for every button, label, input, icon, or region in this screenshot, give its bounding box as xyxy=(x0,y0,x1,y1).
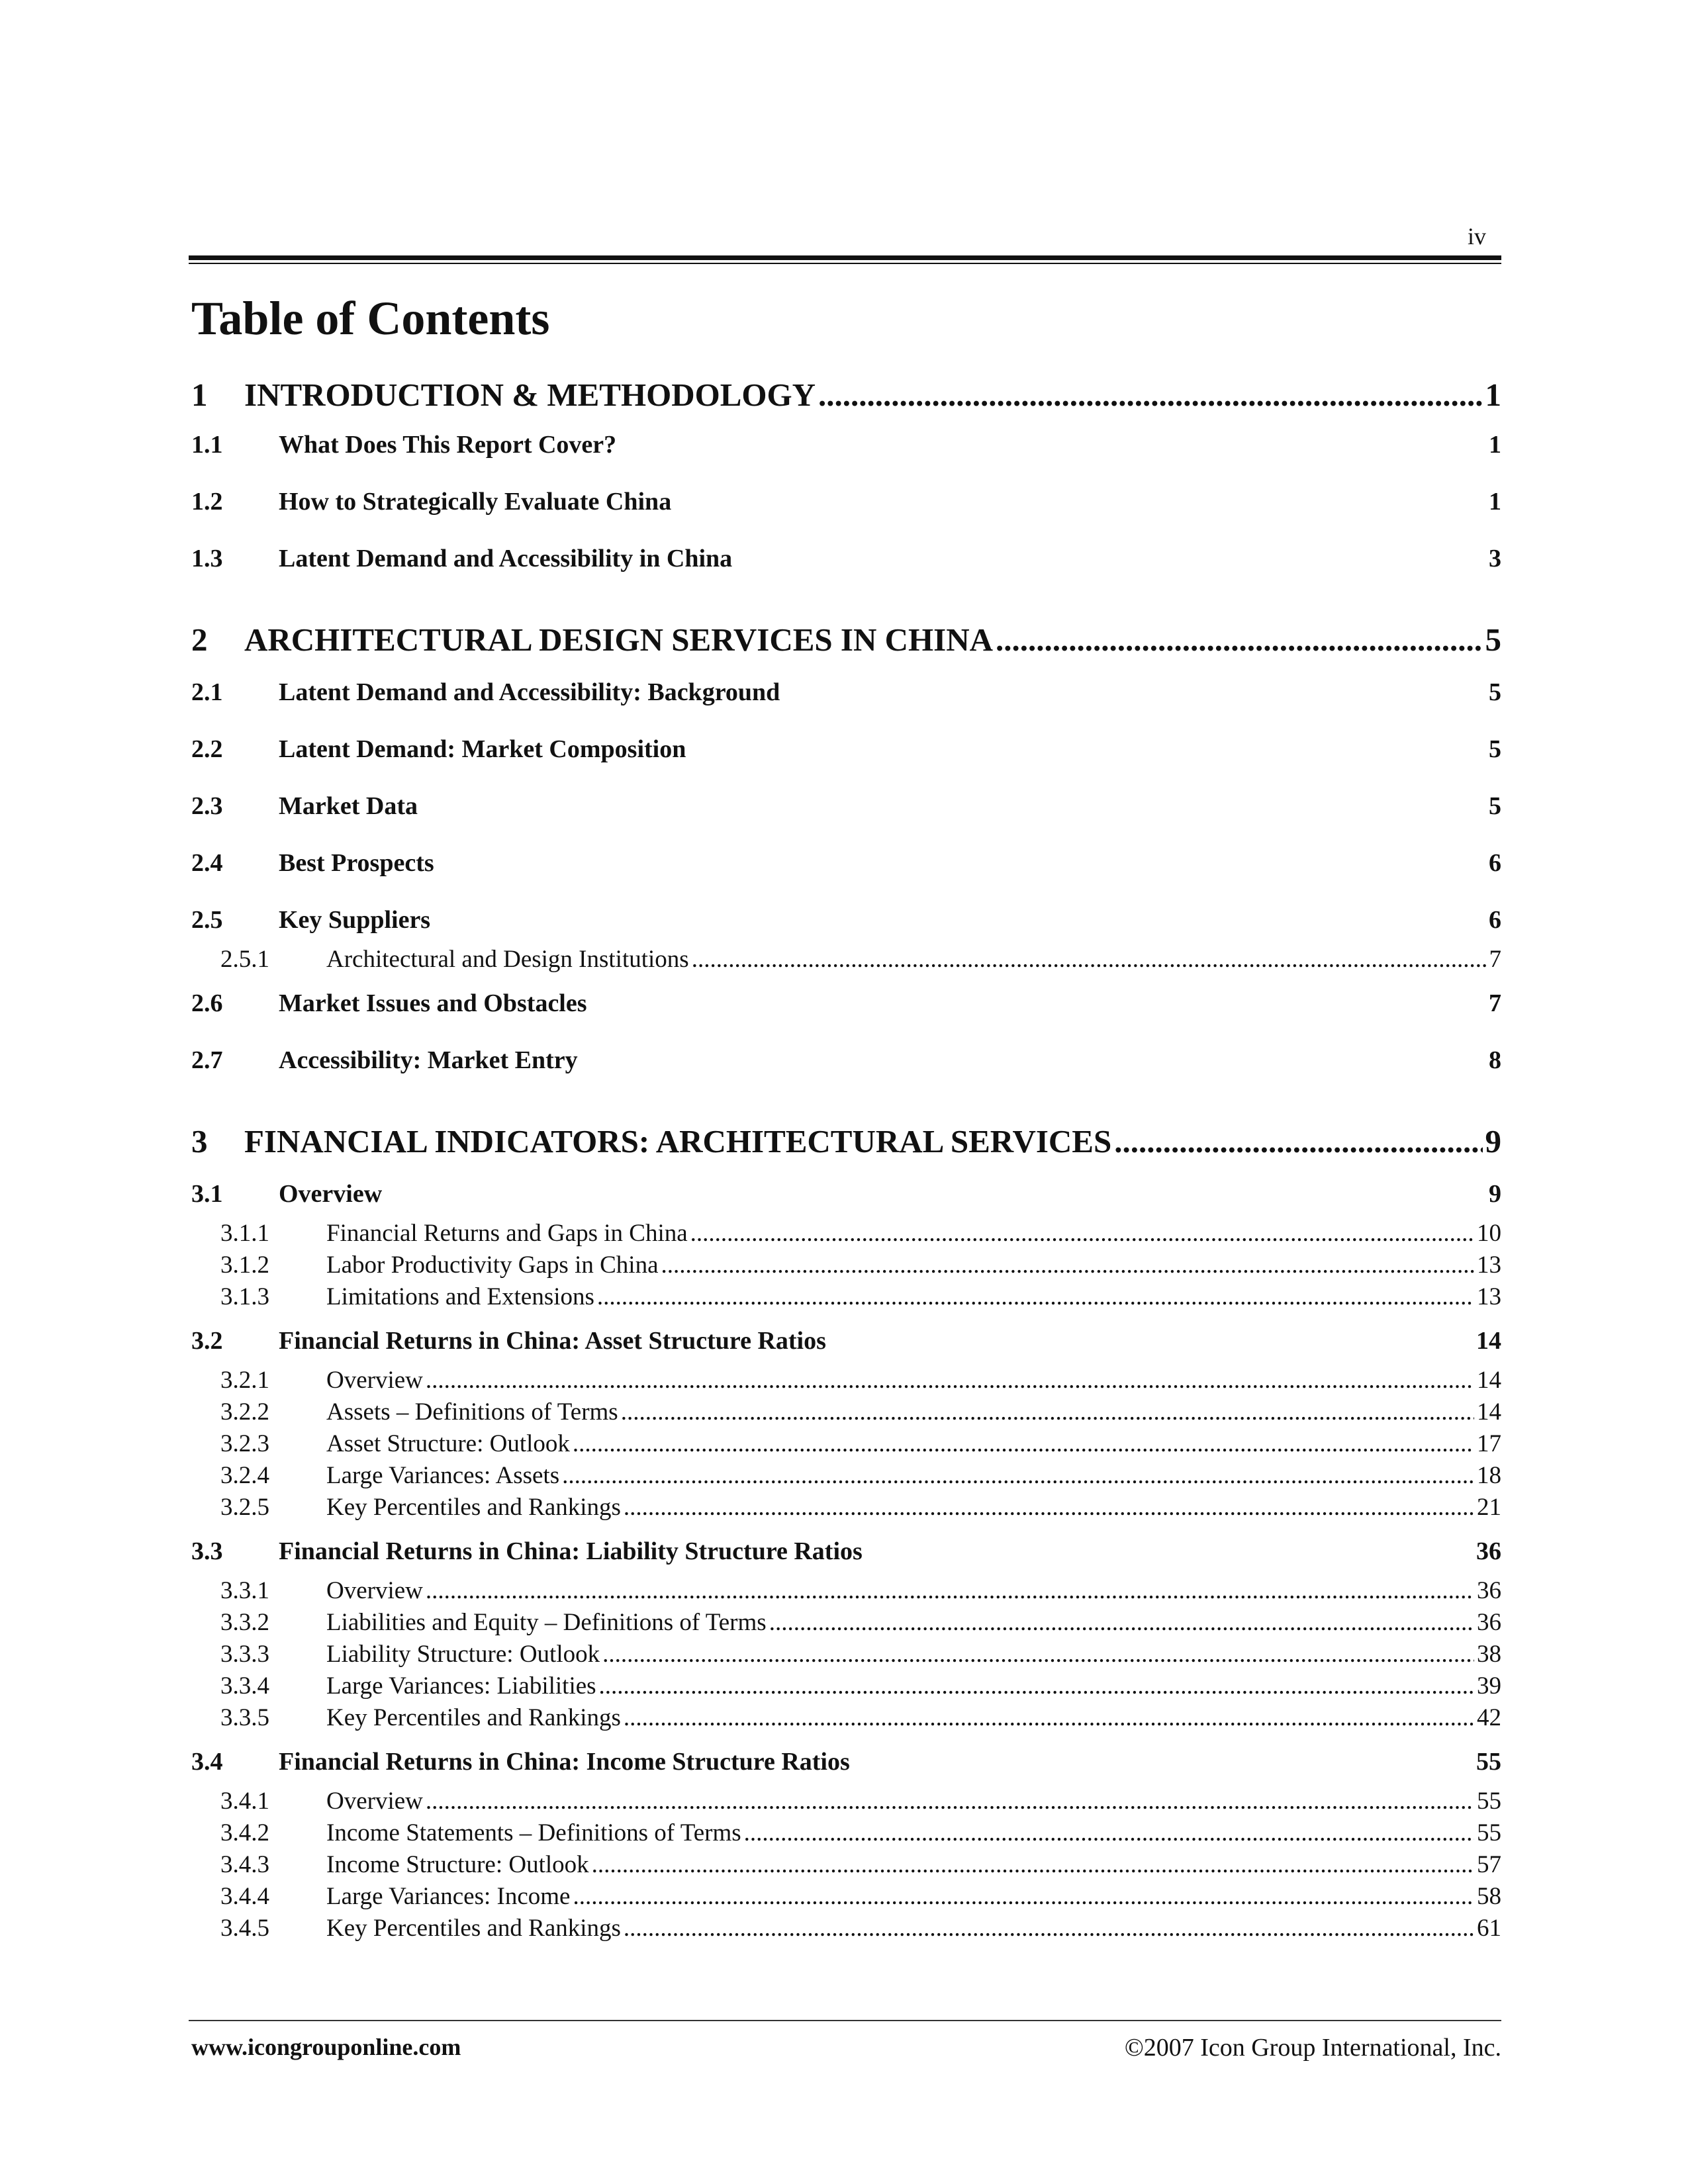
toc-section-title: Best Prospects xyxy=(279,849,434,877)
toc-subsection-3-2-3[interactable] xyxy=(191,1430,1501,1461)
toc-section-page: 9 xyxy=(1489,1180,1501,1208)
toc-section-page: 7 xyxy=(1489,989,1501,1017)
toc-subsection-number: 3.4.2 xyxy=(220,1819,269,1846)
toc-section-page: 5 xyxy=(1489,792,1501,820)
toc-chapter-title: INTRODUCTION & METHODOLOGY xyxy=(244,377,816,413)
toc-section-page: 1 xyxy=(1489,488,1501,516)
toc-leader-dots xyxy=(690,1219,1474,1248)
toc-section-3-1[interactable] xyxy=(191,1179,1501,1219)
toc-subsection-title: Liabilities and Equity – Definitions of Terms xyxy=(326,1609,767,1636)
toc-subsection-title: Large Variances: Liabilities xyxy=(326,1672,596,1700)
toc-section-title: Accessibility: Market Entry xyxy=(279,1046,578,1074)
toc-subsection-page: 7 xyxy=(1489,946,1501,973)
toc-subsection-3-3-4[interactable] xyxy=(191,1672,1501,1704)
toc-leader-dots xyxy=(624,1914,1474,1942)
toc-leader-dots xyxy=(996,621,1483,659)
toc-subsection-3-2-1[interactable] xyxy=(191,1366,1501,1398)
toc-chapter-page: 5 xyxy=(1485,621,1501,658)
toc-section-page: 8 xyxy=(1489,1046,1501,1074)
toc-leader-dots xyxy=(1114,1122,1482,1160)
toc-subsection-number: 3.3.5 xyxy=(220,1704,269,1731)
toc-subsection-number: 3.2.5 xyxy=(220,1494,269,1521)
page-title: Table of Contents xyxy=(191,292,550,345)
toc-subsection-page: 21 xyxy=(1477,1494,1501,1521)
toc-subsection-number: 3.4.5 xyxy=(220,1915,269,1942)
toc-subsection-title: Asset Structure: Outlook xyxy=(326,1430,570,1457)
footer-copyright: ©2007 Icon Group International, Inc. xyxy=(1124,2034,1501,2062)
toc-subsection-number: 3.4.1 xyxy=(220,1788,269,1815)
footer-rule xyxy=(189,2020,1501,2021)
toc-subsection-2-5-1[interactable] xyxy=(191,945,1501,977)
toc-section-page: 5 xyxy=(1489,678,1501,706)
toc-leader-dots xyxy=(426,1366,1474,1394)
toc-section-title: What Does This Report Cover? xyxy=(279,431,617,459)
toc-section-number: 2.5 xyxy=(191,906,223,934)
toc-section-number: 3.3 xyxy=(191,1537,223,1565)
toc-section-title: Financial Returns in China: Asset Structure Ratios xyxy=(279,1327,826,1355)
toc-subsection-page: 13 xyxy=(1477,1283,1501,1310)
toc-section-title: Latent Demand and Accessibility: Background xyxy=(279,678,780,706)
toc-subsection-3-4-5[interactable] xyxy=(191,1914,1501,1946)
toc-section-number: 3.1 xyxy=(191,1180,223,1208)
toc-subsection-page: 36 xyxy=(1477,1577,1501,1604)
toc-section-number: 3.2 xyxy=(191,1327,223,1355)
toc-leader-dots xyxy=(692,945,1487,974)
toc-subsection-number: 2.5.1 xyxy=(220,946,269,973)
toc-subsection-group xyxy=(191,1576,1501,1735)
toc-section-2-1[interactable] xyxy=(191,678,1501,735)
toc-subsection-group xyxy=(191,1366,1501,1525)
toc-leader-dots xyxy=(744,1819,1474,1847)
toc-subsection-3-4-2[interactable] xyxy=(191,1819,1501,1850)
toc-chapter-title: ARCHITECTURAL DESIGN SERVICES IN CHINA xyxy=(244,621,993,658)
toc-subsection-title: Labor Productivity Gaps in China xyxy=(326,1251,659,1279)
toc-subsection-3-1-2[interactable] xyxy=(191,1251,1501,1283)
toc-section-2-7[interactable] xyxy=(191,1046,1501,1103)
toc-leader-dots xyxy=(661,1251,1475,1279)
toc-subsection-number: 3.4.3 xyxy=(220,1851,269,1878)
toc-chapter-page: 1 xyxy=(1485,377,1501,413)
toc-chapter-2[interactable] xyxy=(191,621,1501,678)
toc-subsection-page: 42 xyxy=(1477,1704,1501,1731)
toc-section-title: Key Suppliers xyxy=(279,906,431,934)
toc-section-number: 2.6 xyxy=(191,989,223,1017)
toc-subsection-number: 3.1.1 xyxy=(220,1220,269,1247)
toc-subsection-group xyxy=(191,1787,1501,1946)
toc-section-title: Overview xyxy=(279,1180,383,1208)
toc-subsection-title: Key Percentiles and Rankings xyxy=(326,1915,621,1942)
toc-leader-dots xyxy=(599,1672,1474,1700)
toc-subsection-number: 3.2.3 xyxy=(220,1430,269,1457)
toc-chapter-3[interactable] xyxy=(191,1122,1501,1179)
toc-section-3-4[interactable] xyxy=(191,1747,1501,1787)
toc-subsection-3-2-5[interactable] xyxy=(191,1493,1501,1525)
toc-section-number: 2.3 xyxy=(191,792,223,820)
toc-subsection-number: 3.3.3 xyxy=(220,1641,269,1668)
toc-subsection-page: 55 xyxy=(1477,1788,1501,1815)
toc-subsection-3-3-5[interactable] xyxy=(191,1704,1501,1735)
toc-section-number: 2.2 xyxy=(191,735,223,763)
toc-subsection-number: 3.2.1 xyxy=(220,1367,269,1394)
toc-leader-dots xyxy=(426,1576,1474,1605)
toc-subsection-page: 36 xyxy=(1477,1609,1501,1636)
toc-section-number: 2.7 xyxy=(191,1046,223,1074)
toc-section-title: Financial Returns in China: Income Structure Ratios xyxy=(279,1748,850,1776)
toc-subsection-page: 57 xyxy=(1477,1851,1501,1878)
toc-section-3-3[interactable] xyxy=(191,1537,1501,1576)
toc-leader-dots xyxy=(624,1704,1474,1732)
toc-section-number: 2.4 xyxy=(191,849,223,877)
toc-subsection-title: Architectural and Design Institutions xyxy=(326,946,689,973)
toc-subsection-title: Large Variances: Assets xyxy=(326,1462,560,1489)
toc-subsection-page: 13 xyxy=(1477,1251,1501,1279)
toc-subsection-number: 3.1.2 xyxy=(220,1251,269,1279)
toc-leader-dots xyxy=(818,376,1482,414)
toc-subsection-3-4-1[interactable] xyxy=(191,1787,1501,1819)
toc-subsection-page: 61 xyxy=(1477,1915,1501,1942)
toc-section-title: Market Data xyxy=(279,792,418,820)
toc-subsection-title: Limitations and Extensions xyxy=(326,1283,594,1310)
table-of-contents xyxy=(191,376,1501,1958)
toc-subsection-page: 14 xyxy=(1477,1398,1501,1426)
toc-section-1-1[interactable] xyxy=(191,430,1501,487)
toc-section-number: 3.4 xyxy=(191,1748,223,1776)
toc-chapter-number: 1 xyxy=(191,377,208,413)
toc-subsection-title: Key Percentiles and Rankings xyxy=(326,1704,621,1731)
toc-section-page: 3 xyxy=(1489,545,1501,572)
toc-section-title: Latent Demand: Market Composition xyxy=(279,735,686,763)
toc-subsection-number: 3.3.1 xyxy=(220,1577,269,1604)
toc-section-number: 1.3 xyxy=(191,545,223,572)
toc-section-page: 36 xyxy=(1476,1537,1501,1565)
toc-chapter-title: FINANCIAL INDICATORS: ARCHITECTURAL SERVICES xyxy=(244,1123,1112,1160)
toc-subsection-title: Key Percentiles and Rankings xyxy=(326,1494,621,1521)
toc-subsection-page: 18 xyxy=(1477,1462,1501,1489)
toc-leader-dots xyxy=(426,1787,1474,1815)
toc-subsection-page: 58 xyxy=(1477,1883,1501,1910)
toc-section-2-6[interactable] xyxy=(191,989,1501,1046)
toc-section-title: How to Strategically Evaluate China xyxy=(279,488,672,516)
page-number: iv xyxy=(1467,223,1486,250)
toc-leader-dots xyxy=(592,1850,1474,1879)
toc-subsection-page: 10 xyxy=(1477,1220,1501,1247)
toc-section-number: 1.1 xyxy=(191,431,223,459)
toc-section-2-4[interactable] xyxy=(191,848,1501,905)
toc-subsection-title: Income Structure: Outlook xyxy=(326,1851,589,1878)
toc-subsection-number: 3.3.2 xyxy=(220,1609,269,1636)
toc-subsection-title: Liability Structure: Outlook xyxy=(326,1641,600,1668)
toc-section-page: 5 xyxy=(1489,735,1501,763)
toc-subsection-3-2-2[interactable] xyxy=(191,1398,1501,1430)
toc-subsection-page: 38 xyxy=(1477,1641,1501,1668)
toc-chapter-page: 9 xyxy=(1485,1123,1501,1160)
toc-leader-dots xyxy=(573,1882,1474,1911)
toc-section-1-3[interactable] xyxy=(191,544,1501,601)
toc-subsection-3-3-2[interactable] xyxy=(191,1608,1501,1640)
toc-section-page: 1 xyxy=(1489,431,1501,459)
toc-subsection-title: Financial Returns and Gaps in China xyxy=(326,1220,688,1247)
toc-section-title: Market Issues and Obstacles xyxy=(279,989,587,1017)
toc-subsection-page: 55 xyxy=(1477,1819,1501,1846)
toc-subsection-3-2-4[interactable] xyxy=(191,1461,1501,1493)
toc-leader-dots xyxy=(602,1640,1474,1668)
toc-section-2-5[interactable] xyxy=(191,905,1501,945)
toc-subsection-page: 14 xyxy=(1477,1367,1501,1394)
toc-subsection-page: 17 xyxy=(1477,1430,1501,1457)
toc-leader-dots xyxy=(769,1608,1474,1637)
toc-subsection-3-1-3[interactable] xyxy=(191,1283,1501,1314)
toc-subsection-number: 3.1.3 xyxy=(220,1283,269,1310)
toc-subsection-3-4-3[interactable] xyxy=(191,1850,1501,1882)
toc-section-page: 14 xyxy=(1476,1327,1501,1355)
toc-subsection-title: Overview xyxy=(326,1788,423,1815)
toc-section-1-2[interactable] xyxy=(191,487,1501,544)
toc-subsection-3-3-1[interactable] xyxy=(191,1576,1501,1608)
toc-subsection-number: 3.2.4 xyxy=(220,1462,269,1489)
toc-subsection-group xyxy=(191,945,1501,977)
toc-section-title: Financial Returns in China: Liability Structure Ratios xyxy=(279,1537,863,1565)
toc-subsection-number: 3.2.2 xyxy=(220,1398,269,1426)
toc-leader-dots xyxy=(624,1493,1474,1522)
toc-section-number: 2.1 xyxy=(191,678,223,706)
toc-subsection-title: Overview xyxy=(326,1367,423,1394)
toc-subsection-group xyxy=(191,1219,1501,1314)
toc-subsection-3-1-1[interactable] xyxy=(191,1219,1501,1251)
toc-leader-dots xyxy=(597,1283,1474,1311)
toc-section-page: 55 xyxy=(1476,1748,1501,1776)
toc-section-2-2[interactable] xyxy=(191,735,1501,792)
header-rule xyxy=(189,255,1501,264)
toc-chapter-number: 3 xyxy=(191,1123,208,1160)
toc-subsection-title: Assets – Definitions of Terms xyxy=(326,1398,618,1426)
toc-section-title: Latent Demand and Accessibility in China xyxy=(279,545,733,572)
toc-subsection-title: Large Variances: Income xyxy=(326,1883,571,1910)
toc-subsection-page: 39 xyxy=(1477,1672,1501,1700)
footer-website: www.icongrouponline.com xyxy=(191,2034,461,2060)
toc-section-page: 6 xyxy=(1489,849,1501,877)
toc-subsection-number: 3.3.4 xyxy=(220,1672,269,1700)
toc-chapter-1[interactable] xyxy=(191,376,1501,430)
toc-leader-dots xyxy=(562,1461,1474,1490)
toc-section-2-3[interactable] xyxy=(191,792,1501,848)
toc-leader-dots xyxy=(573,1430,1474,1458)
toc-subsection-number: 3.4.4 xyxy=(220,1883,269,1910)
toc-section-page: 6 xyxy=(1489,906,1501,934)
toc-subsection-3-4-4[interactable] xyxy=(191,1882,1501,1914)
toc-chapter-number: 2 xyxy=(191,621,208,658)
toc-subsection-title: Overview xyxy=(326,1577,423,1604)
toc-section-number: 1.2 xyxy=(191,488,223,516)
toc-subsection-title: Income Statements – Definitions of Terms xyxy=(326,1819,741,1846)
toc-leader-dots xyxy=(621,1398,1474,1426)
toc-subsection-3-3-3[interactable] xyxy=(191,1640,1501,1672)
toc-section-3-2[interactable] xyxy=(191,1326,1501,1366)
